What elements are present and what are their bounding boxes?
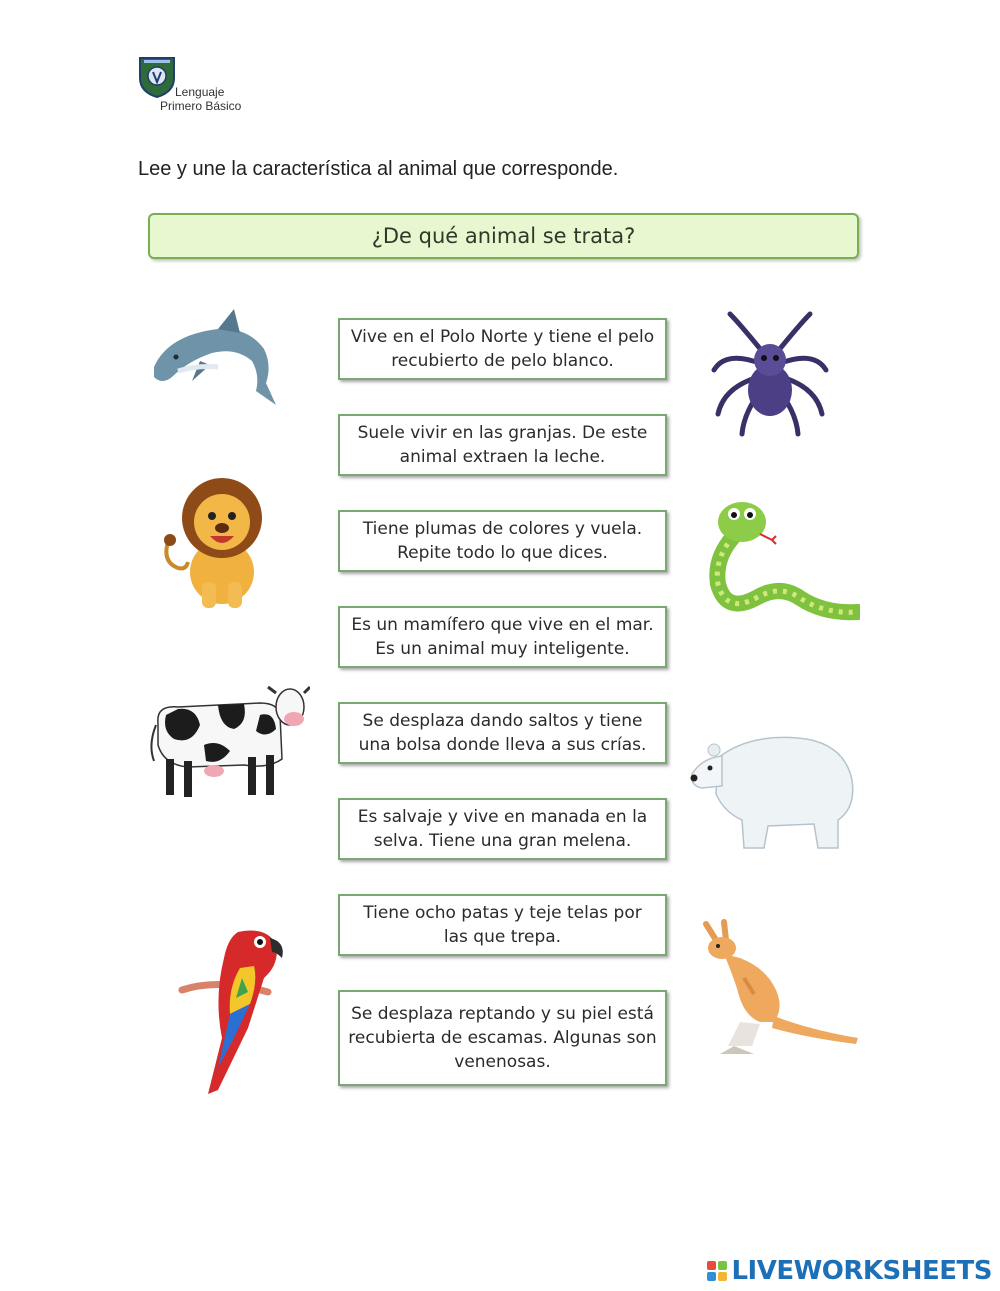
clue-line: Tiene ocho patas y teje telas por xyxy=(363,903,642,923)
polar-bear-icon[interactable] xyxy=(688,728,858,852)
worksheet-title: ¿De qué animal se trata? xyxy=(371,224,636,248)
clue-line: Es un mamífero que vive en el mar. xyxy=(351,615,654,635)
liveworksheets-logo-icon xyxy=(707,1261,727,1281)
clue-line: selva. Tiene una gran melena. xyxy=(373,831,632,851)
lion-icon[interactable] xyxy=(160,472,280,612)
subject-label: Lenguaje xyxy=(175,85,225,99)
clue-line: animal extraen la leche. xyxy=(399,447,606,467)
clue-line: recubierto de pelo blanco. xyxy=(391,351,614,371)
clue-line: Vive en el Polo Norte y tiene el pelo xyxy=(350,327,655,347)
clue-box-5[interactable] xyxy=(338,702,667,764)
liveworksheets-watermark xyxy=(707,1256,992,1286)
clue-box-3[interactable] xyxy=(338,510,667,572)
clue-box-7[interactable] xyxy=(338,894,667,956)
clue-box-1[interactable] xyxy=(338,318,667,380)
clue-line: Se desplaza reptando y su piel está xyxy=(351,1004,654,1024)
clue-box-8[interactable] xyxy=(338,990,667,1086)
clue-line: Se desplaza dando saltos y tiene xyxy=(362,711,643,731)
clue-line: una bolsa donde lleva a sus crías. xyxy=(358,735,647,755)
grade-label: Primero Básico xyxy=(160,99,242,113)
clue-line: Repite todo lo que dices. xyxy=(397,543,608,563)
spider-icon[interactable] xyxy=(710,310,830,440)
watermark-text: LIVEWORKSHEETS xyxy=(731,1256,992,1286)
clue-line: venenosas. xyxy=(454,1052,551,1072)
clue-box-4[interactable] xyxy=(338,606,667,668)
clue-box-6[interactable] xyxy=(338,798,667,860)
clue-line: Es salvaje y vive en manada en la xyxy=(357,807,648,827)
clue-line: Es un animal muy inteligente. xyxy=(375,639,630,659)
clue-line: las que trepa. xyxy=(443,927,562,947)
school-crest-logo xyxy=(138,56,176,98)
clue-line: recubierta de escamas. Algunas son xyxy=(348,1028,657,1048)
clue-line: Tiene plumas de colores y vuela. xyxy=(362,519,643,539)
cow-icon[interactable] xyxy=(148,685,310,803)
snake-icon[interactable] xyxy=(700,498,860,628)
dolphin-icon[interactable] xyxy=(148,305,280,413)
instruction-text: Lee y une la característica al animal que corresponde. xyxy=(138,158,619,180)
kangaroo-icon[interactable] xyxy=(700,918,860,1058)
worksheet-title-banner xyxy=(148,213,859,259)
clue-line: Suele vivir en las granjas. De este xyxy=(357,423,648,443)
clue-box-2[interactable] xyxy=(338,414,667,476)
parrot-icon[interactable] xyxy=(178,918,290,1098)
